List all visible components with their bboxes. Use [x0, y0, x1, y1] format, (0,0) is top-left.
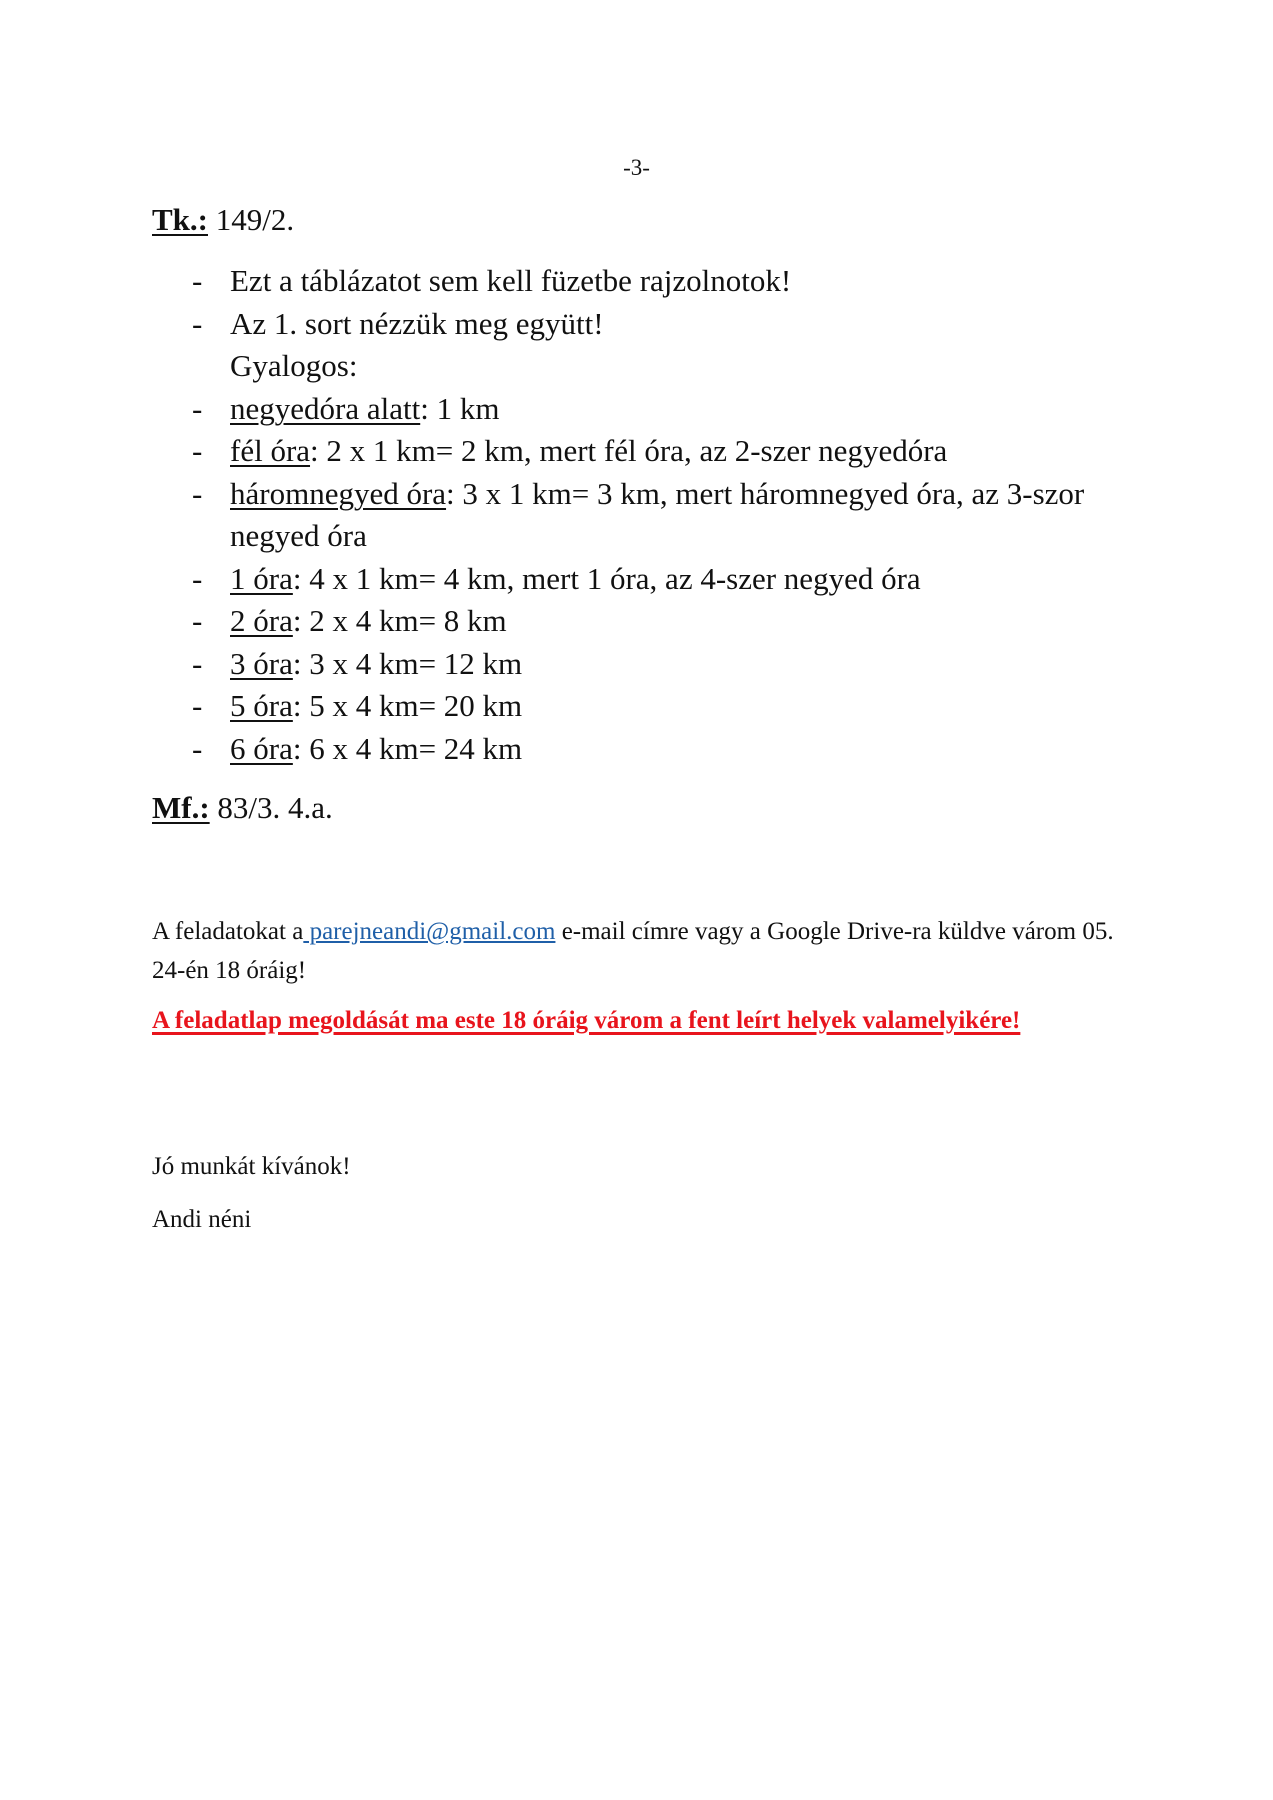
item-text: : 1 km: [420, 390, 500, 426]
page-number: -3-: [623, 155, 650, 180]
instructions-text-after: e-mail címre vagy a Google Drive-ra küldve várom 05. 24-én 18 óráig!: [152, 918, 1114, 984]
task-list: [152, 260, 1132, 770]
bullet-dash: -: [192, 433, 203, 468]
item-term: negyedóra alatt: [230, 390, 421, 426]
workbook-reference: [152, 790, 333, 826]
item-term: 5 óra: [230, 688, 293, 723]
list-item: [152, 430, 1132, 473]
item-term: 2 óra: [230, 603, 293, 638]
bullet-dash: -: [192, 560, 203, 596]
list-item: [152, 643, 1132, 686]
list-item: [152, 303, 1132, 346]
item-text: : 3 x 4 km= 12 km: [292, 645, 523, 681]
item-term: fél óra: [230, 433, 311, 468]
item-term: 1 óra: [230, 560, 293, 596]
workbook-value: 83/3. 4.a.: [209, 790, 333, 825]
item-text: Az 1. sort nézzük meg együtt!: [230, 305, 604, 341]
list-item: [152, 600, 1132, 643]
item-text: Ezt a táblázatot sem kell füzetbe rajzolnotok!: [230, 263, 792, 298]
instructions-text-before: A feladatokat a: [152, 918, 304, 945]
submission-instructions: [152, 912, 1128, 990]
bullet-dash: -: [192, 688, 203, 723]
bullet-dash: -: [192, 603, 203, 638]
bullet-dash: -: [192, 730, 203, 766]
item-text: : 3 x 1 km= 3 km, mert háromnegyed óra, az 3-szor negyed óra: [230, 475, 1085, 553]
textbook-value: 149/2.: [208, 202, 295, 237]
item-text: : 6 x 4 km= 24 km: [292, 730, 523, 766]
list-item: [152, 728, 1132, 771]
textbook-label: Tk.:: [152, 202, 208, 237]
list-item: [152, 260, 1132, 303]
item-text: : 2 x 1 km= 2 km, mert fél óra, az 2-szer negyedóra: [310, 433, 948, 468]
list-item: [152, 558, 1132, 601]
list-item: [152, 345, 1132, 388]
workbook-label: Mf.:: [152, 790, 210, 825]
item-text: : 4 x 1 km= 4 km, mert 1 óra, az 4-szer negyed óra: [292, 560, 921, 596]
deadline-warning: A feladatlap megoldását ma este 18 óráig várom a fent leírt helyek valamelyikére!: [152, 1007, 1021, 1034]
greeting: Jó munkát kívánok!: [152, 1153, 351, 1180]
bullet-dash: -: [192, 475, 203, 511]
bullet-dash: -: [192, 305, 203, 341]
bullet-dash: -: [192, 390, 203, 426]
item-text: : 2 x 4 km= 8 km: [292, 603, 507, 638]
list-item: [152, 388, 1132, 431]
list-item: [152, 473, 1132, 558]
item-term: 6 óra: [230, 730, 293, 766]
signature: Andi néni: [152, 1206, 252, 1233]
list-item: [152, 685, 1132, 728]
bullet-dash: -: [192, 263, 203, 298]
item-term: 3 óra: [230, 645, 293, 681]
textbook-reference: [152, 202, 294, 238]
item-term: háromnegyed óra: [230, 475, 447, 511]
email-link[interactable]: parejneandi@gmail.com: [303, 918, 556, 945]
bullet-dash: -: [192, 645, 203, 681]
item-text: : 5 x 4 km= 20 km: [292, 688, 523, 723]
item-text: Gyalogos:: [230, 348, 358, 383]
